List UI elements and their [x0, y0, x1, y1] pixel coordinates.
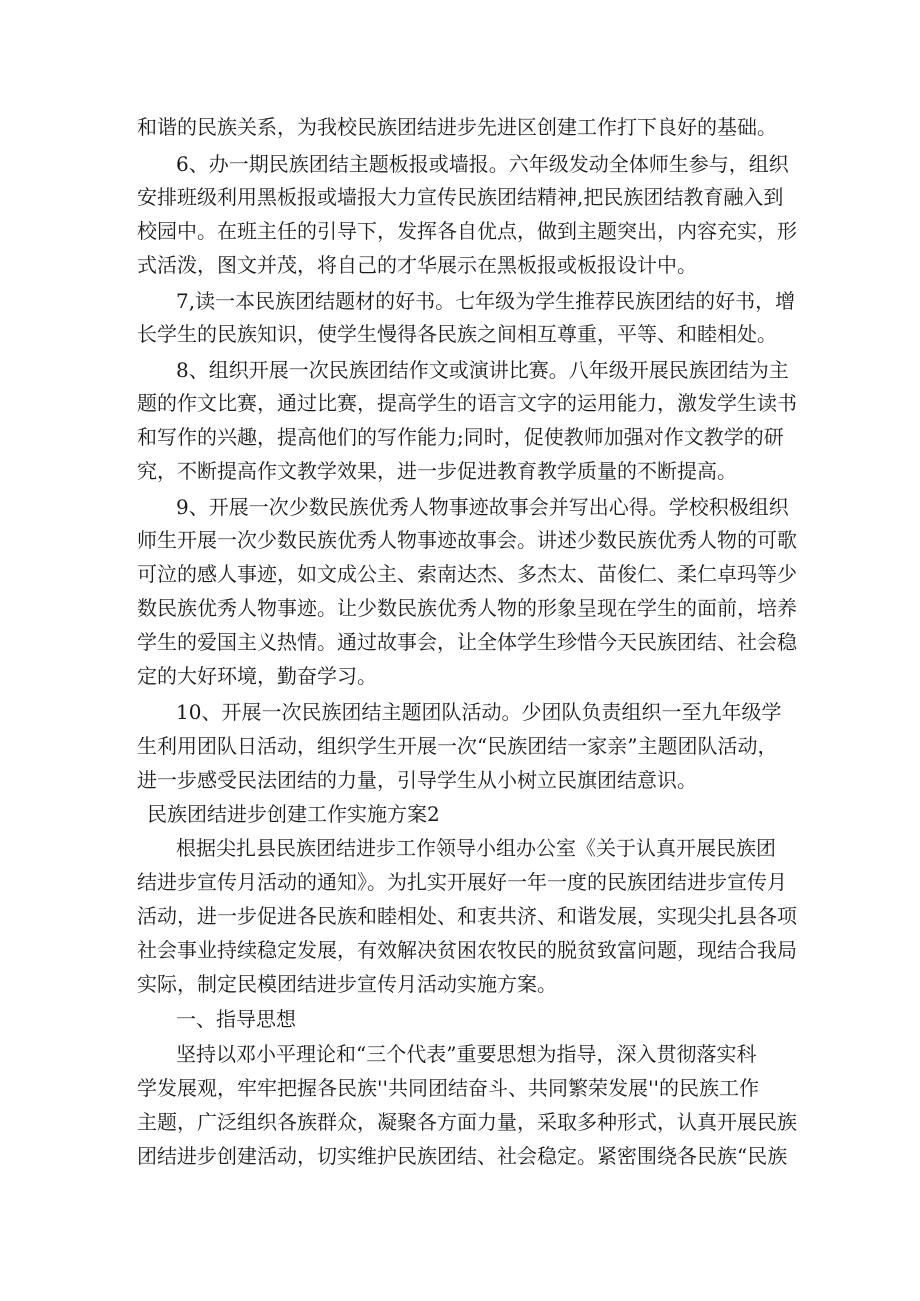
body-line-18: 10、开展一次民族团结主题团队活动。少团队负责组织一至九年级学: [176, 700, 782, 724]
body-line-1: 和谐的民族关系，为我校民族团结进步先进区创建工作打下良好的基础。: [137, 115, 777, 139]
body-line-12: 9、开展一次少数民族优秀人物事迹故事会并写出心得。学校积极组织: [176, 495, 789, 519]
body-line-17: 定的大好环境，勤奋学习。: [137, 664, 377, 688]
body-line-19: 生利用团队日活动，组织学生开展一次“民族团结一家亲”主题团队活动，: [137, 734, 778, 758]
body-line-14: 可泣的感人事迹，如文成公主、索南达杰、多杰太、苗俊仁、柔仁卓玛等少: [137, 562, 797, 586]
body-line-22: 结进步宣传月活动的通知》。为扎实开展好一年一度的民族团结进步宣传月: [137, 870, 787, 894]
body-line-28: 主题，广泛组织各族群众，凝聚各方面力量，采取多种形式，认真开展民族: [137, 1110, 797, 1134]
body-line-6: 7,读一本民族团结题材的好书。七年级为学生推荐民族团结的好书，增: [176, 289, 796, 313]
body-line-23: 活动，进一步促进各民族和睦相处、和衷共济、和谐发展，实现尖扎县各项: [137, 904, 797, 928]
body-line-11: 究，不断提高作文教学效果，进一步促进教育教学质量的不断提高。: [137, 459, 737, 483]
body-line-27: 学发展观，牢牢把握各民族''共同团结奋斗、共同繁荣发展''的民族工作: [137, 1076, 759, 1100]
body-line-10: 和写作的兴趣，提高他们的写作能力;同时，促使教师加强对作文教学的研: [137, 425, 784, 449]
body-line-3: 安排班级利用黑板报或墙报大力宣传民族团结精神,把民族团结教育融入到: [137, 185, 784, 209]
body-line-20: 进一步感受民法团结的力量，引导学生从小树立民旗团结意识。: [137, 768, 697, 792]
body-line-25: 实际，制定民模团结进步宣传月活动实施方案。: [137, 972, 557, 996]
body-line-13: 师生开展一次少数民族优秀人物事迹故事会。讲述少数民族优秀人物的可歌: [137, 528, 797, 552]
body-line-9: 题的作文比赛，通过比赛，提高学生的语言文字的运用能力，激发学生读书: [137, 391, 797, 415]
body-line-21: 根据尖扎县民族团结进步工作领导小组办公室《关于认真开展民族团: [176, 836, 776, 860]
body-line-15: 数民族优秀人物事迹。让少数民族优秀人物的形象呈现在学生的面前，培养: [137, 596, 797, 620]
body-line-4: 校园中。在班主任的引导下，发挥各自优点，做到主题突出，内容充实，形: [137, 219, 797, 243]
body-line-16: 学生的爱国主义热情。通过故事会，让全体学生珍惜今天民族团结、社会稳: [137, 630, 797, 654]
body-line-2: 6、办一期民族团结主题板报或墙报。六年级发动全体师生参与，组织: [176, 152, 789, 176]
body-line-26: 坚持以邓小平理论和“三个代表”重要思想为指导，深入贯彻落实科: [176, 1042, 757, 1066]
body-line-7: 长学生的民族知识，使学生慢得各民族之间相互尊重，平等、和睦相处。: [137, 322, 777, 346]
section-title: 民族团结进步创建工作实施方案2: [147, 802, 440, 826]
body-line-29: 团结进步创建活动，切实维护民族团结、社会稳定。紧密围绕各民族“民族: [137, 1144, 788, 1168]
body-line-5: 式活泼，图文并茂，将自己的才华展示在黑板报或板报设计中。: [137, 253, 697, 277]
body-line-24: 社会事业持续稳定发展，有效解决贫困农牧民的脱贫致富问题，现结合我局: [137, 938, 797, 962]
body-line-8: 8、组织开展一次民族团结作文或演讲比赛。八年级开展民族团结为主: [176, 358, 789, 382]
subsection-heading: 一、指导思想: [176, 1007, 296, 1031]
